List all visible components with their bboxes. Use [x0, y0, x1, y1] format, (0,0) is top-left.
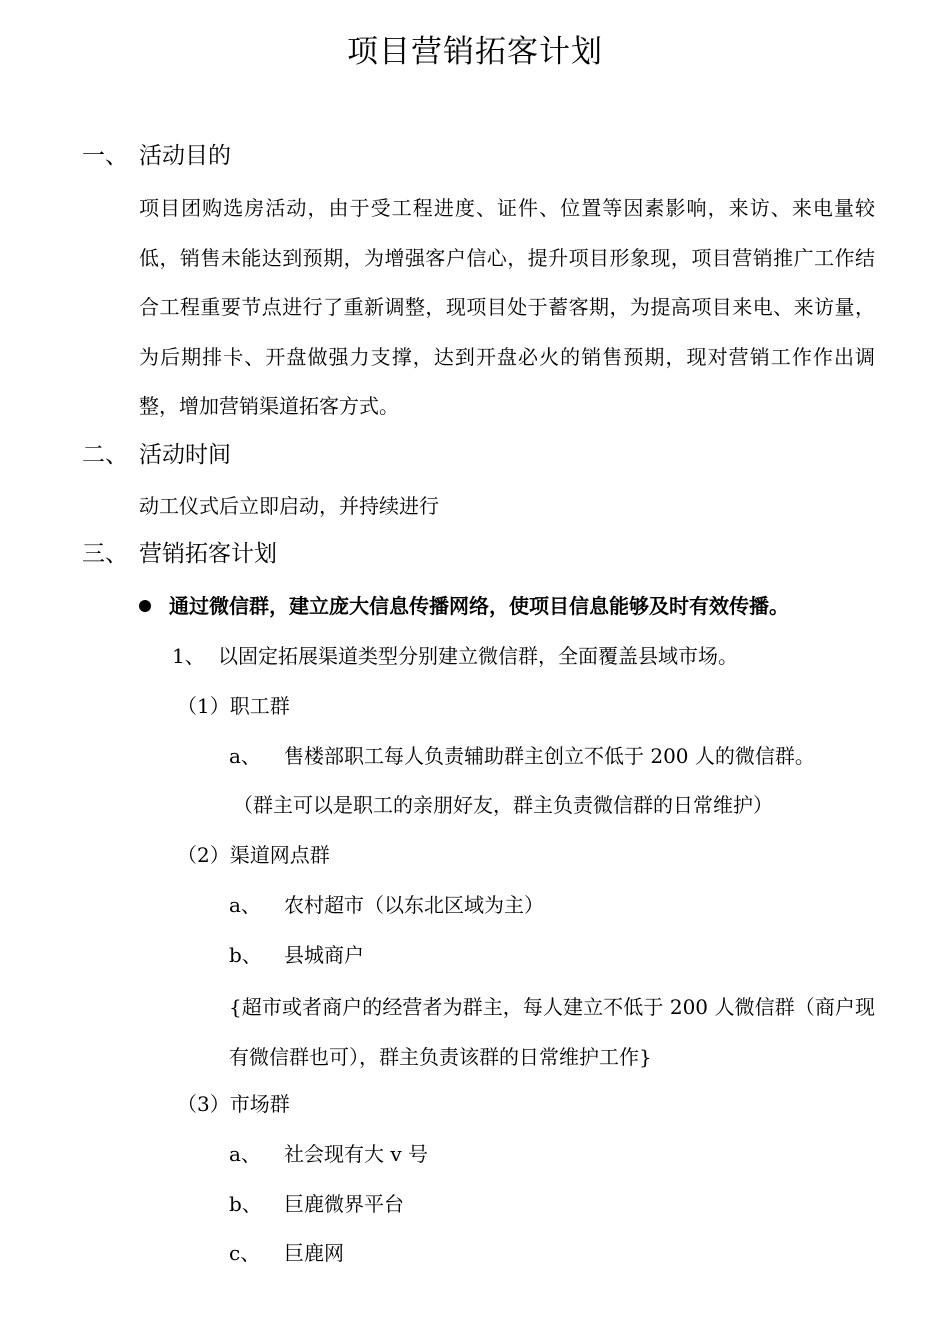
section-number: 二、 [82, 442, 128, 468]
item-letter: a、 [229, 744, 261, 768]
group-label-staff: （1）职工群 [177, 694, 290, 718]
item-letter: b、 [229, 943, 262, 967]
item-text: 巨鹿微界平台 [284, 1192, 404, 1216]
item-letter: a、 [229, 893, 261, 917]
group-label-market: （3）市场群 [177, 1092, 290, 1116]
group2-item-a [229, 890, 544, 920]
group-label-channel: （2）渠道网点群 [177, 843, 330, 867]
section-heading-purpose [82, 140, 231, 172]
group2-note: {超市或者商户的经营者为群主，每人建立不低于 200 人微信群（商户现有微信群也可），群主负责该群的日常维护工作} [229, 995, 875, 1069]
item-text: 社会现有大 v 号 [284, 1142, 429, 1166]
time-paragraph: 动工仪式后立即启动，并持续进行 [139, 494, 439, 518]
list-item-1 [172, 641, 738, 671]
item-text: 县城商户 [284, 943, 364, 967]
group2-item-b [229, 940, 364, 970]
item-text: 售楼部职工每人负责辅助群主创立不低于 200 人的微信群。 [284, 744, 815, 768]
purpose-paragraph: 项目团购选房活动，由于受工程进度、证件、位置等因素影响，来访、来电量较低，销售未能达到预期，为增强客户信心，提升项目形象现，项目营销推广工作结合工程重要节点进行了重新调整，现项目处于蓄客期，为提高项目来电、来访量，为后期排卡、开盘做强力支撑，达到开盘必火的销售预期，现对营销工作作出调整，增加营销渠道拓客方式。 [139, 196, 875, 418]
bullet-item [139, 590, 789, 622]
item-letter: a、 [229, 1142, 261, 1166]
bullet-text: 通过微信群，建立庞大信息传播网络，使项目信息能够及时有效传播。 [169, 594, 789, 618]
bullet-dot-icon [139, 600, 151, 612]
section-number: 三、 [82, 541, 128, 567]
item-text: 农村超市（以东北区域为主） [284, 893, 544, 917]
list-text: 以固定拓展渠道类型分别建立微信群，全面覆盖县域市场。 [218, 644, 738, 668]
group3-item-b [229, 1189, 404, 1219]
section-title: 营销拓客计划 [139, 541, 277, 567]
section-title: 活动目的 [139, 143, 231, 169]
list-number: 1、 [172, 644, 205, 668]
group1-item-a [229, 741, 815, 771]
section-heading-time [82, 439, 231, 471]
group3-item-c [229, 1238, 344, 1268]
document-title: 项目营销拓客计划 [347, 34, 603, 70]
section-heading-plan [82, 538, 277, 570]
item-letter: b、 [229, 1192, 262, 1216]
item-text: 巨鹿网 [284, 1241, 344, 1265]
group3-item-a [229, 1139, 428, 1169]
group1-note: （群主可以是职工的亲朋好友，群主负责微信群的日常维护） [233, 793, 773, 817]
section-title: 活动时间 [139, 442, 231, 468]
section-number: 一、 [82, 143, 128, 169]
item-letter: c、 [229, 1241, 261, 1265]
